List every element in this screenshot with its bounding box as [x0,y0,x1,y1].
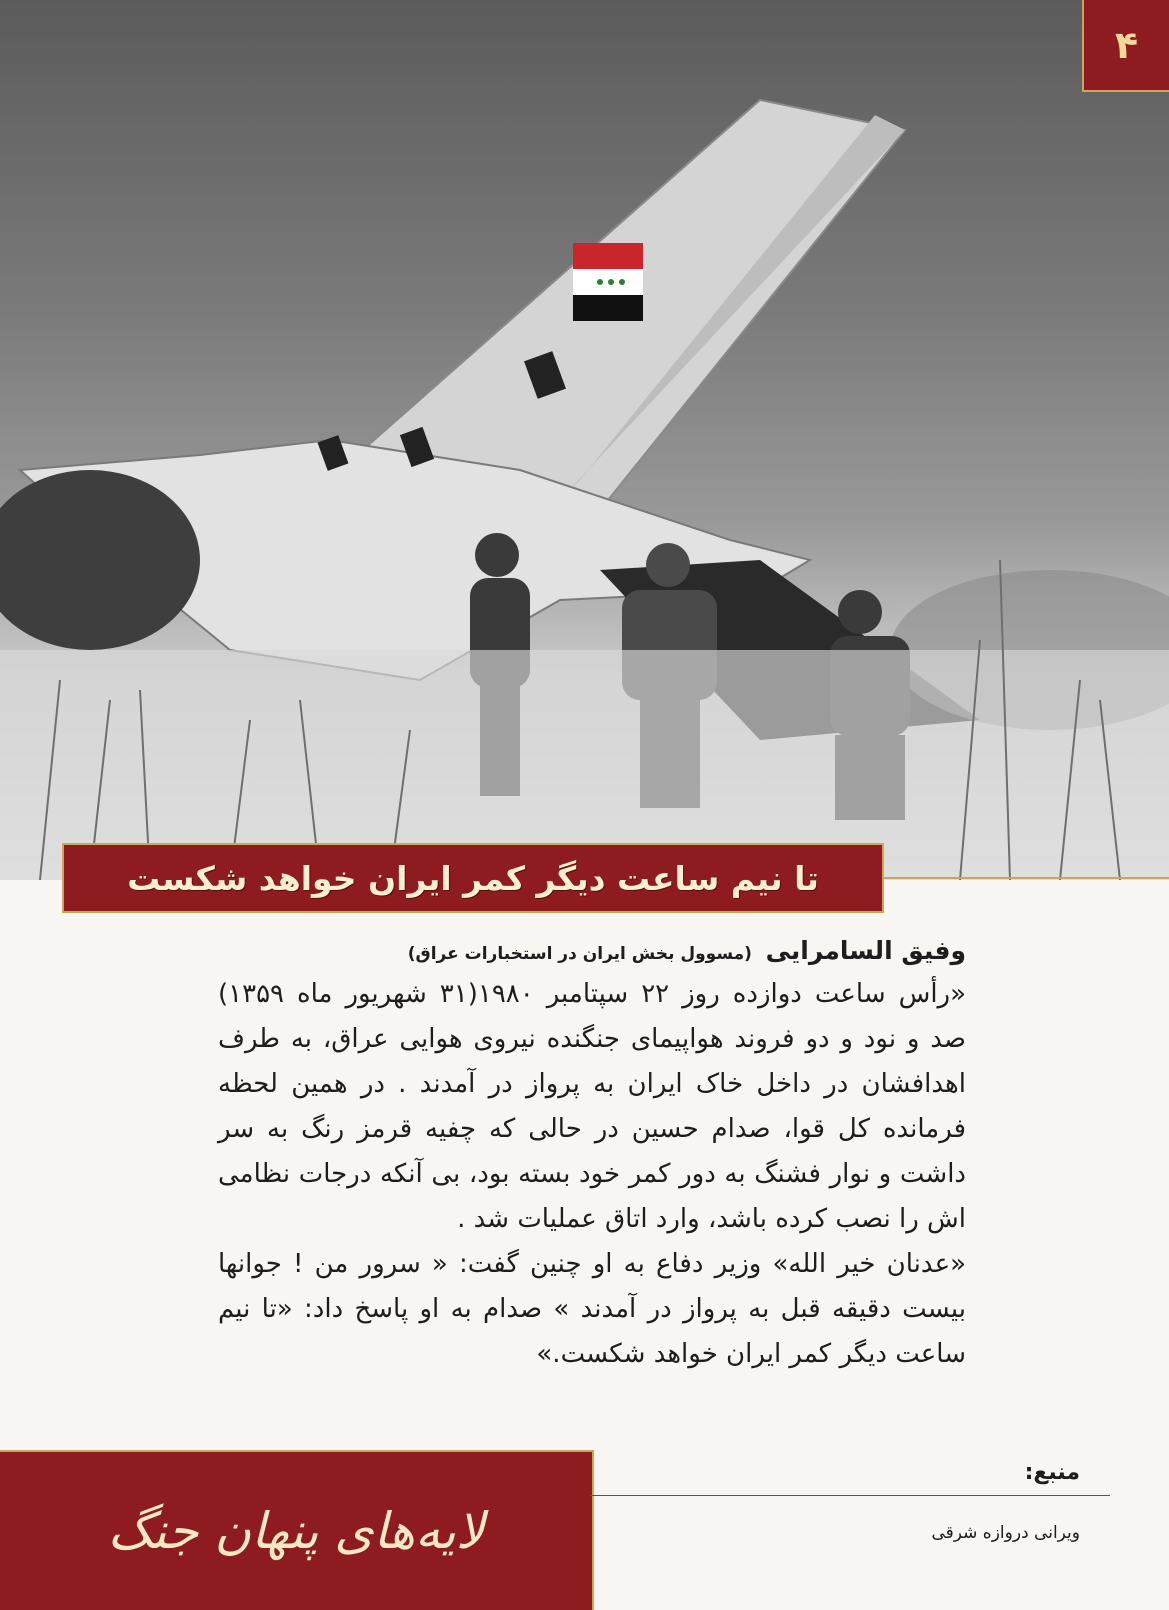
paragraph: «عدنان خیر الله» وزیر دفاع به او چنین گفت: « سرور من ! جوانها بیست دقیقه قبل به پرواز در آمدند » صدام به او پاسخ داد: «تا نیم ساعت دیگر کمر ایران خواهد شکست.» [218,1249,966,1369]
paragraph: «رأس ساعت دوازده روز ۲۲ سپتامبر ۱۹۸۰(۳۱ شهریور ماه ۱۳۵۹) صد و نود و دو فروند هواپیمای جنگنده نیروی هوایی عراق، به طرف اهدافشان در داخل خاک ایران به پرواز در آمدند . در همین لحظه فرمانده کل قوا، صدام حسین در حالی که چفیه قرمز رنگ به سر داشت و نوار فشنگ به دور کمر خود بسته بود، بی آنکه درجات نظامی اش را نصب کرده باشد، وارد اتاق عملیات شد . [218,979,967,1234]
flag-emblem [573,243,643,321]
author-name: وفیق السامرایی [765,936,966,965]
source-label: منبع: [1024,1460,1080,1485]
article-body [218,933,966,1377]
author-line [218,933,966,972]
page-number [1082,0,1169,92]
source-divider [590,1495,1110,1496]
footer-title-box [0,1450,594,1610]
source-text: ویرانی دروازه شرقی [931,1523,1080,1543]
page-title: تا نیم ساعت دیگر کمر ایران خواهد شکست [127,858,819,898]
footer-title: لایه‌های پنهان جنگ [107,1502,485,1560]
title-banner [62,843,884,913]
title-rule [884,877,1169,879]
author-role: (مسوول بخش ایران در استخبارات عراق) [407,944,752,964]
page-number-text: ۴ [1114,23,1139,67]
